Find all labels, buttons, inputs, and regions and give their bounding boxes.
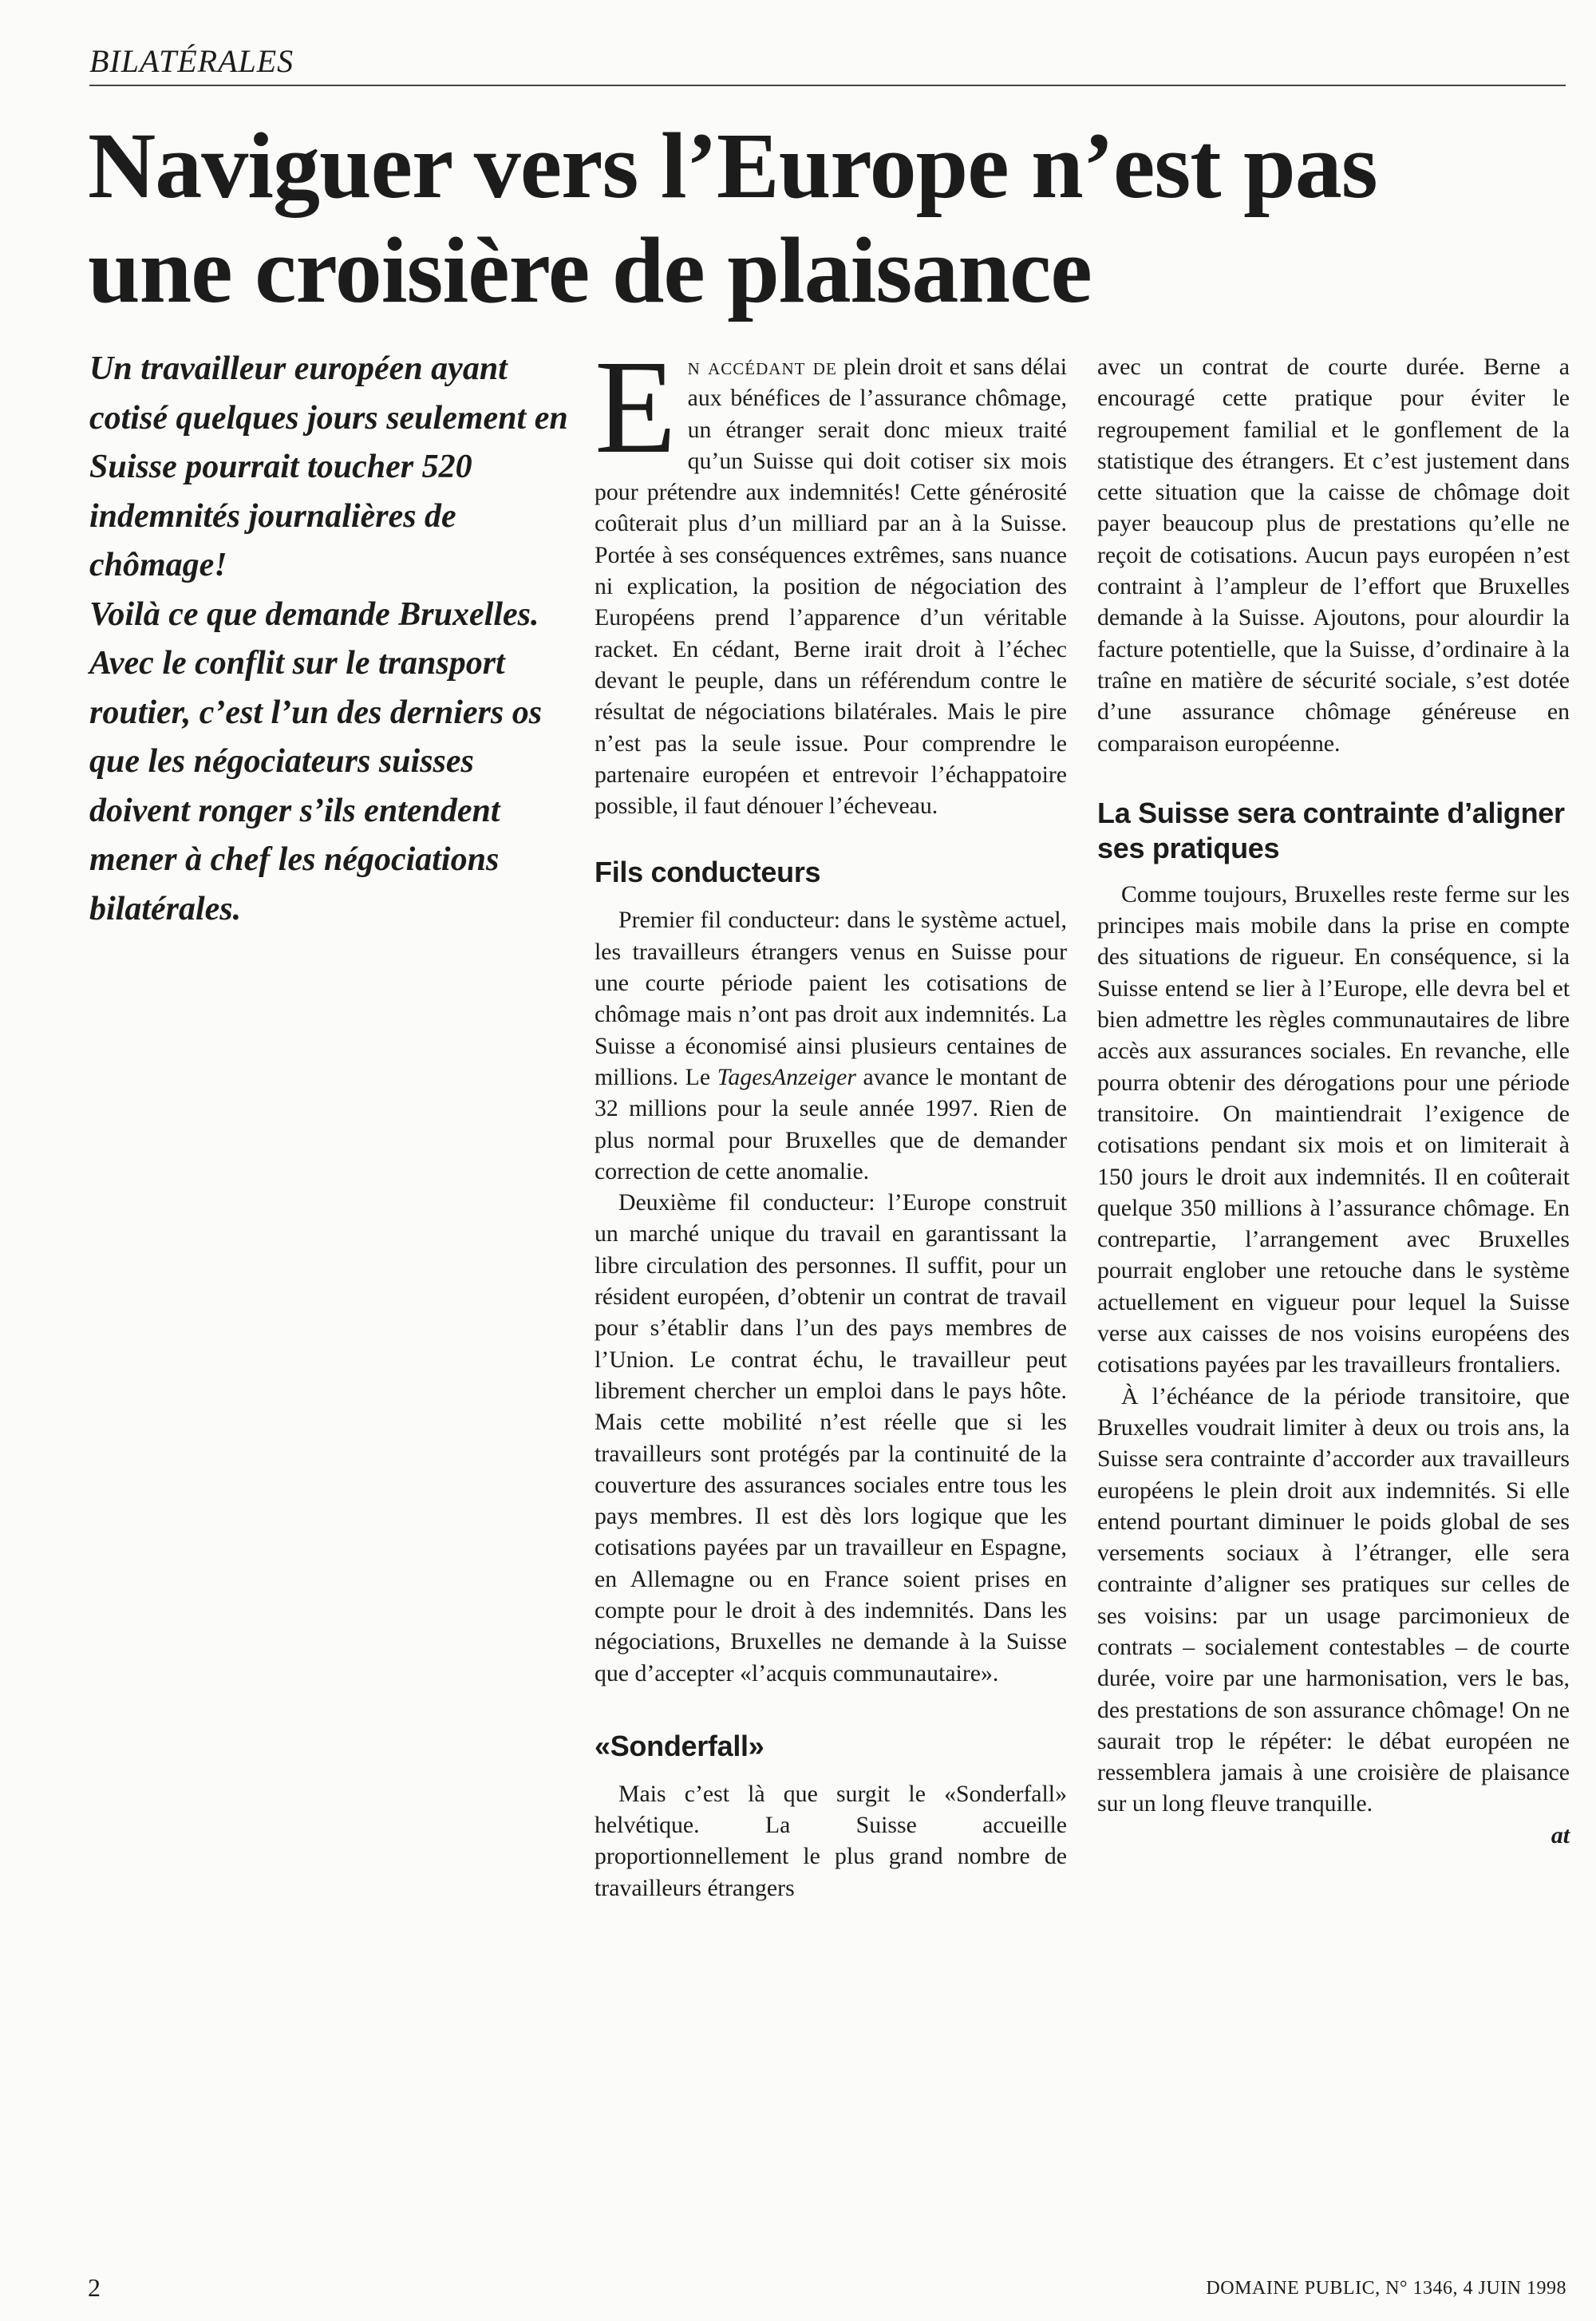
publication-footer: DOMAINE PUBLIC, N° 1346, 4 JUIN 1998 [1206, 2278, 1566, 2299]
subheading-fils-conducteurs: Fils conducteurs [595, 856, 821, 889]
author-signature: at [1551, 1821, 1570, 1848]
body-paragraph: Deuxième fil conducteur: l’Europe construit un marché unique du travail en garantissant la libre circulation des personnes. Il suffit, pour un résident européen, d’obtenir un contrat de travail pour s’établir dans l’un des pays membres de l’Union. Le contrat échu, le travailleur peut librement chercher un emploi dans le pays hôte. Mais cette mobilité n’est réelle que si les travailleurs sont protégés par la continuité de la couverture des assurances sociales entre tous les pays membres. Il est dès lors logique que les cotisations payées par un travailleur en Espagne, en Allemagne ou en France soient prises en compte pour le droit à des indemnités. Dans les négociations, Bruxelles ne demande à la Suisse que d’accepter «l’acquis communautaire». [595, 1189, 1067, 1686]
lead-paragraph: Voilà ce que demande Bruxelles. Avec le conflit sur le transport routier, c’est l’un des derniers os que les négociateurs suisses doivent ronger s’ils entendent mener à chef les négociations bilatérales. [89, 595, 543, 927]
body-text: Premier fil conducteur: dans le système actuel, les travailleurs étrangers venus en Suisse pour une courte période paient les cotisations de chômage mais n’ont pas droit aux indemnités. La Suisse a économisé ainsi plusieurs centaines de millions. Le [595, 907, 1067, 1090]
body-text: avance le montant de 32 millions pour la seule année 1997. Rien de plus normal pour Bruxelles que de demander correction de cette anomalie. [595, 1063, 1067, 1184]
section-rubric: BILATÉRALES [89, 42, 1566, 86]
subheading-sonderfall: «Sonderfall» [595, 1729, 764, 1762]
article-lead [89, 345, 570, 934]
article-title: Naviguer vers l’Europe n’est pas une croisière de plaisance [88, 113, 1377, 322]
intro-small-caps: n accédant de [687, 354, 837, 380]
subheading-suisse-contrainte: La Suisse sera contrainte d’aligner ses pratiques [1097, 796, 1565, 864]
text-column-2 [1097, 351, 1570, 1851]
body-paragraph: À l’échéance de la période transitoire, que Bruxelles voudrait limiter à deux ou trois ans, la Suisse sera contrainte d’accorder aux travailleurs européens le plein droit aux indemnités. Si elle entend pourtant diminuer le poids global de ses versements sociaux à l’étranger, elle sera contrainte d’aligner ses pratiques sur celles de ses voisins: par un usage parcimonieux de contrats – socialement contestables – de courte durée, voire par une harmonisation, vers le bas, des prestations de son assurance chômage! On ne saurait trop le répéter: le débat européen ne ressemblera jamais à une croisière de plaisance sur un long fleuve tranquille. [1097, 1382, 1570, 1817]
body-paragraph: Comme toujours, Bruxelles reste ferme sur les principes mais mobile dans la prise en compte des situations de rigueur. En conséquence, si la Suisse entend se lier à l’Europe, elle devra bel et bien admettre les règles communautaires de libre accès aux assurances sociales. En revanche, elle pourra obtenir des dérogations pour une période transitoire. On maintiendrait l’exigence de cotisations pendant six mois et on limiterait à 150 jours le droit aux indemnités. Il en coûterait quelque 350 millions à l’assurance chômage. En contrepartie, l’arrangement avec Bruxelles pourrait englober une retouche dans le système actuellement en vigueur pour lequel la Suisse verse aux caisses de nos voisins européens des cotisations payées par les travailleurs frontaliers. [1097, 880, 1570, 1378]
page-number: 2 [88, 2273, 101, 2302]
text-column-1 [595, 333, 1068, 1904]
body-paragraph [595, 904, 1067, 1187]
body-paragraph: Mais c’est là que surgit le «Sonderfall» helvétique. La Suisse accueille proportionnellement le plus grand nombre de travailleurs étrangers [595, 1780, 1067, 1901]
intro-text: plein droit et sans délai aux bénéfices de l’assurance chômage, un étranger serait donc mieux traité qu’un Suisse qui doit cotiser six mois pour prétendre aux indemnités! Cette générosité coûterait plus d’un milliard par an à la Suisse. Portée à ses conséquences extrêmes, sans nuance ni explication, la position de négociation des Européens prend l’apparence d’un véritable racket. En cédant, Berne irait droit à l’échec devant le peuple, dans un référendum contre le résultat de négociations bilatérales. Mais le pire n’est pas la seule issue. Pour comprendre le partenaire européen et entrevoir l’échappatoire possible, il faut dénouer l’écheveau. [595, 354, 1068, 820]
newspaper-name: TagesAnzeiger [717, 1063, 856, 1090]
drop-cap: E [595, 333, 677, 481]
lead-paragraph: Un travailleur européen ayant cotisé quelques jours seulement en Suisse pourrait toucher 520 indemnités journalières de chômage! [89, 350, 568, 583]
intro-paragraph [595, 333, 1068, 821]
body-paragraph: avec un contrat de courte durée. Berne a encouragé cette pratique pour éviter le regroupement familial et le gonflement de la statistique des étrangers. Et c’est justement dans cette situation que la caisse de chômage doit payer beaucoup plus de prestations qu’elle ne reçoit de cotisations. Aucun pays européen n’est contraint à l’ampleur de l’effort que Bruxelles demande à la Suisse. Ajoutons, pour alourdir la facture potentielle, que la Suisse, d’ordinaire à la traîne en matière de sécurité sociale, s’est dotée d’une assurance chômage généreuse en comparaison européenne. [1097, 354, 1570, 757]
